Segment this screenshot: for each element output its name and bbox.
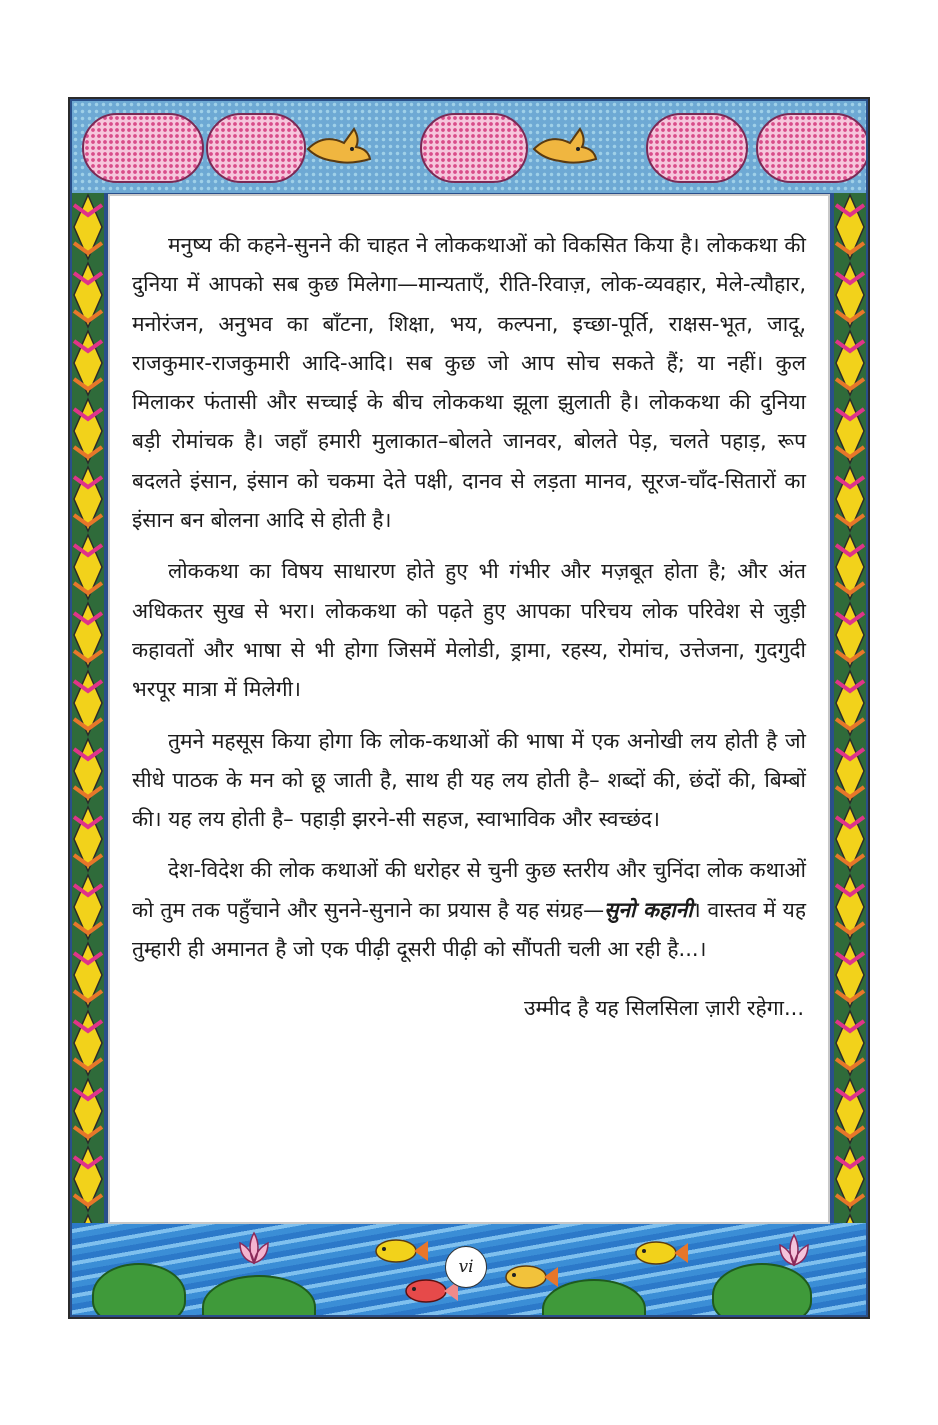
lily-pad-illustration [202,1275,316,1315]
bird-illustration [304,119,374,171]
cloud-illustration [206,113,306,183]
cloud-illustration [82,113,204,183]
diamond-border-right [834,193,866,1227]
paragraph-rhythm: तुमने महसूस किया होगा कि लोक-कथाओं की भाषा में एक अनोखी लय होती है जो सीधे पाठक के मन को छू जाती है, साथ ही यह लय होती है– शब्दों की, छंदों की, बिम्बों की। यह लय होती है– पहाड़ी झरने-सी सहज, स्वाभाविक और स्वच्छंद। [132,728,806,832]
cloud-illustration [756,113,866,183]
cloud-illustration [646,113,748,183]
page-number: vi [445,1246,487,1288]
fish-illustration [632,1239,690,1267]
paragraph-collection [132,851,806,969]
content-panel [108,194,830,1224]
collection-text-end: । वास्तव में यह तुम्हारी ही अमानत है जो एक पीढ़ी दूसरी पीढ़ी को सौंपती चली आ रही है...। [132,897,806,962]
fish-illustration [372,1237,430,1265]
lotus-illustration [232,1229,276,1269]
paragraph-intro: मनुष्य की कहने-सुनने की चाहत ने लोककथाओं को विकसित किया है। लोककथा की दुनिया में आपको सब कुछ मिलेगा—मान्यताएँ, रीति-रिवाज़, लोक-व्यवहार, मेले-त्यौहार, मनोरंजन, अनुभव का बाँटना, शिक्षा, भय, कल्पना, इच्छा-पूर्ति, राक्षस-भूत, जादू, राजकुमार-राजकुमारी आदि-आदि। सब कुछ जो आप सोच सकते हैं; या नहीं। कुल मिलाकर फंतासी और सच्चाई के बीच लोककथा झूला झुलाती है। लोककथा की दुनिया बड़ी रोमांचक है। जहाँ हमारी मुलाकात–बोलते जानवर, बोलते पेड़, चलते पहाड़, रूप बदलते इंसान, इंसान को चकमा देते पक्षी, दानव से लड़ता मानव, सूरज-चाँद-सितारों का इंसान बन बोलना आदि से होती है। [132,233,806,533]
collection-text-start: देश-विदेश की लोक कथाओं की धरोहर से चुनी कुछ स्तरीय और चुनिंदा लोक कथाओं को तुम तक पहुँचाने और सुनने-सुनाने का प्रयास है यह संग्रह— [132,858,806,922]
cloud-border-top [72,101,866,193]
bird-illustration [530,119,600,171]
cloud-illustration [420,113,528,183]
closing-line: उम्मीद है यह सिलसिला ज़ारी रहेगा... [523,996,804,1021]
book-title: सुनो कहानी [604,897,693,922]
fish-illustration [502,1263,560,1291]
diamond-border-left [72,193,104,1227]
lotus-illustration [772,1231,816,1271]
paragraph-subject: लोककथा का विषय साधारण होते हुए भी गंभीर और मज़बूत होता है; और अंत अधिकतर सुख से भरा। लोककथा को पढ़ते हुए आपका परिचय लोक परिवेश से जुड़ी कहावतों और भाषा से भी होगा जिसमें मेलोडी, ड्रामा, रहस्य, रोमांच, उत्तेजना, गुदगुदी भरपूर मात्रा में मिलेगी। [132,559,806,702]
lily-pad-illustration [92,1263,186,1315]
